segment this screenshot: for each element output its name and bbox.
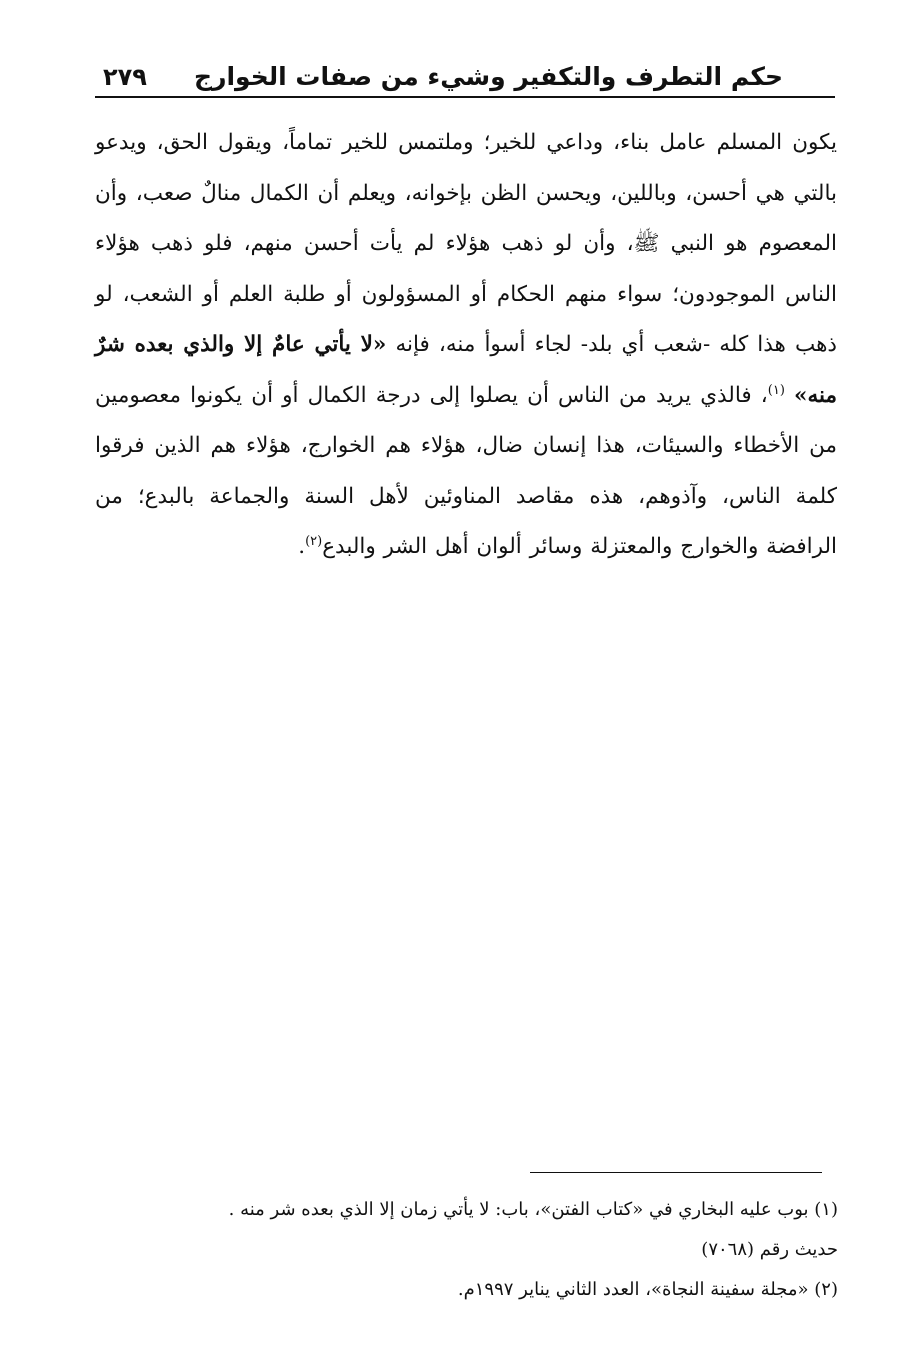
page-header	[95, 46, 835, 98]
main-paragraph	[95, 118, 837, 573]
footnote-ref-2: (٢)	[305, 533, 323, 549]
footnote-1-line-2: حديث رقم (٧٠٦٨)	[701, 1239, 838, 1260]
paragraph-text-before-quote: يكون المسلم عامل بناء، وداعي للخير؛ وملتمس للخير تماماً، ويقول الحق، ويدعو بالتي هي أحسن، وباللين، ويحسن الظن بإخوانه، ويعلم أن الكمال منالٌ صعب، وأن المعصوم هو النبي ﷺ، وأن لو ذهب هؤلاء لم يأت أحسن منهم، فلو ذهب هؤلاء الناس الموجودون؛ سواء منهم الحكام أو المسؤولون أو طلبة العلم أو الشعب، لو ذهب هذا كله -شعب أي بلد- لجاء أسوأ منه، فإنه	[95, 130, 837, 357]
paragraph-end-punctuation: .	[298, 534, 306, 559]
footnote-1-line-1: (١) بوب عليه البخاري في «كتاب الفتن»، باب: لا يأتي زمان إلا الذي بعده شر منه .	[228, 1199, 838, 1220]
footnote-ref-1: (١)	[767, 382, 785, 398]
hadith-quote: «لا يأتي عامٌ إلا والذي بعده شرٌ منه»	[95, 332, 837, 408]
running-title: حكم التطرف والتكفير وشيء من صفات الخوارج	[194, 62, 783, 91]
paragraph-text-after-quote: ، فالذي يريد من الناس أن يصلوا إلى درجة الكمال أو أن يكونوا معصومين من الأخطاء والسيئات، هذا إنسان ضال، هؤلاء هم الخوارج، هؤلاء هم الذين فرقوا كلمة الناس، وآذوهم، هذه مقاصد المناوئين لأهل السنة والجماعة بالبدع؛ من الرافضة والخوارج والمعتزلة وسائر ألوان أهل الشر والبدع	[95, 382, 837, 559]
footnotes	[75, 1190, 838, 1310]
page-number: ٢٧٩	[103, 63, 147, 92]
footnote-2: (٢) «مجلة سفينة النجاة»، العدد الثاني يناير ١٩٩٧م.	[457, 1279, 838, 1300]
footnote-divider	[530, 1172, 822, 1173]
